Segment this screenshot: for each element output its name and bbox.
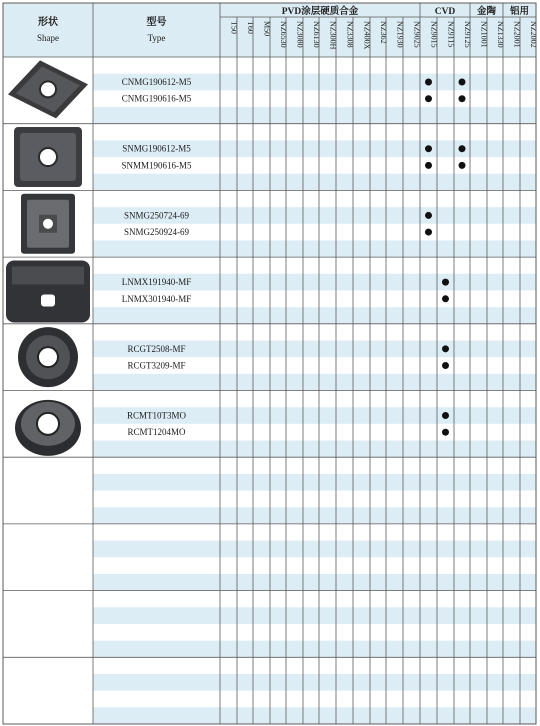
availability-dot (442, 345, 449, 352)
availability-dot (442, 429, 449, 436)
row-stripe (93, 107, 536, 124)
row-stripe (93, 507, 536, 524)
rcgt-insert-icon (18, 327, 78, 387)
rcmt-insert-icon (15, 400, 81, 456)
row-stripe (93, 541, 536, 558)
availability-dot (425, 229, 432, 236)
insert-type-label: SNMM190616-M5 (121, 160, 192, 171)
availability-dot (459, 95, 466, 102)
insert-type-label: SNMG250924-69 (123, 227, 190, 238)
availability-dot (442, 295, 449, 302)
availability-dot (425, 162, 432, 169)
grade-column-header: NZ6530 (279, 21, 288, 48)
insert-type-label: LNMX191940-MF (121, 277, 192, 288)
availability-dot (459, 162, 466, 169)
insert-type-label: LNMX301940-MF (121, 293, 192, 304)
insert-hole (43, 219, 53, 229)
insert-type-label: SNMG190612-M5 (122, 143, 191, 154)
availability-dot (425, 95, 432, 102)
insert-hole (39, 148, 57, 166)
grade-column-header: NZ1001 (479, 21, 489, 48)
type-header-cn: 型号 (146, 17, 167, 28)
availability-dot (459, 145, 466, 152)
availability-dot (459, 79, 466, 86)
shape-header-cn: 形状 (38, 17, 58, 28)
row-stripe (93, 174, 536, 191)
insert-type-label: RCMT10T3MO (126, 410, 187, 421)
row-stripe (93, 474, 536, 491)
snmg-insert-icon (14, 127, 82, 187)
availability-dot (442, 279, 449, 286)
insert-type-label: RCMT1204MO (127, 427, 186, 438)
availability-dot (425, 145, 432, 152)
grade-column-header: NZ1330 (496, 21, 505, 48)
insert-edge (12, 266, 84, 284)
shape-header-en: Shape (37, 33, 59, 43)
row-stripe (93, 307, 536, 324)
grade-column-header: T50 (229, 21, 239, 34)
insert-type-label: SNMG250724-69 (123, 210, 190, 221)
grade-column-header: NZ9115 (446, 21, 456, 48)
grade-group-header: PVD涂层硬质合金 (281, 7, 359, 17)
grade-column-header: NZ300H (328, 21, 338, 50)
insert-hole (40, 81, 56, 97)
grade-column-header: T60 (246, 21, 255, 34)
grade-column-header: M50 (262, 21, 272, 37)
row-stripe (93, 674, 536, 691)
row-stripe (93, 441, 536, 458)
availability-dot (425, 212, 432, 219)
availability-dot (425, 79, 432, 86)
grade-column-header: NZ400X (362, 21, 372, 50)
insert-type-label: RCGT2508-MF (127, 343, 186, 354)
lnmx-insert-icon (6, 260, 90, 322)
grade-column-header: NZ3080 (295, 21, 305, 48)
grade-column-header: NZ362 (379, 21, 388, 44)
insert-hole (37, 413, 59, 435)
grade-group-header: CVD (434, 7, 456, 17)
insert-hole (41, 294, 55, 306)
snmg-large-insert-icon (21, 194, 75, 254)
cnmg-insert-icon (8, 60, 88, 118)
grade-column-header: NZ6130 (312, 21, 321, 48)
row-stripe (93, 574, 536, 591)
row-stripe (93, 240, 536, 257)
grade-column-header: NZ9025 (412, 21, 422, 48)
insert-type-label: RCGT3209-MF (127, 360, 186, 371)
insert-hole (38, 347, 58, 367)
grade-group-header: 金陶 (476, 7, 497, 17)
row-stripe (93, 607, 536, 624)
grade-column-header: NZ1930 (395, 21, 405, 48)
grade-column-header: NZ2002 (529, 21, 538, 48)
grade-column-header: NZ3308 (345, 21, 355, 48)
grade-group-header: 铝用 (509, 7, 530, 17)
row-stripe (93, 641, 536, 658)
row-stripe (93, 707, 536, 724)
insert-type-label: CNMG190616-M5 (121, 93, 192, 104)
availability-dot (442, 362, 449, 369)
availability-dot (442, 412, 449, 419)
grade-column-header: NZ9015 (429, 21, 439, 48)
insert-type-label: CNMG190612-M5 (121, 77, 192, 88)
grade-column-header: NZ9125 (463, 21, 472, 48)
grade-column-header: NZ2001 (512, 21, 522, 48)
row-stripe (93, 374, 536, 391)
type-header-en: Type (147, 33, 166, 43)
